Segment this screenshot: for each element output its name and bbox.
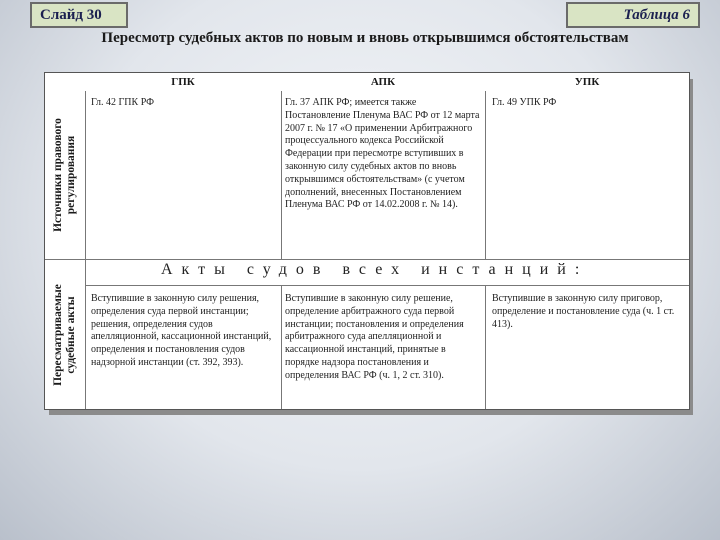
cell-acts-upk: Вступившие в законную силу приговор, определение и постановление суда (ч. 1 ст. 413).: [492, 293, 675, 330]
cell-acts-apk: Вступившие в законную силу решение, определение арбитражного суда первой инстанции; постановления и определения арбитражного суда апелляционной и кассационной инстанций, принятые в порядке надзора постановления и определения ВАС РФ (ч. 1, 2 ст. 310).: [285, 293, 464, 381]
cell-sources-apk: Гл. 37 АПК РФ; имеется также Постановление Пленума ВАС РФ от 12 марта 2007 г. № 17 «О применении Арбитражного процессуального кодекса Российской Федерации при пересмотре вступивших в законную силу судебных актов по вновь открывшимся обстоятельствам» (с учетом дополнений, внесенных Постановлением Пленума ВАС РФ от 14.02.2008 г. № 14).: [285, 97, 480, 211]
span-row-acts-all-instances: Акты судов всех инстанций:: [161, 261, 589, 278]
column-header-upk: УПК: [574, 76, 600, 88]
column-header-apk: АПК: [370, 76, 396, 88]
row-header-reviewed-acts-label: Пересматриваемые судебные акты: [52, 283, 77, 386]
row-divider: [85, 285, 689, 286]
column-divider: [281, 91, 282, 259]
comparison-table: [44, 72, 690, 410]
column-divider: [485, 285, 486, 409]
column-divider: [85, 91, 86, 409]
slide-title: Пересмотр судебных актов по новым и вновь открывшимся обстоятельствам: [101, 30, 629, 46]
row-divider: [45, 259, 689, 260]
column-divider: [281, 285, 282, 409]
cell-acts-gpk: Вступившие в законную силу решения, определения суда первой инстанции; решения, определения судов апелляционной, кассационной инстанций, определения и постановления судов надзорной инстанции (ст. 392, 393).: [91, 293, 272, 368]
table-number-label: Таблица 6: [566, 2, 700, 28]
slide-number-label: Слайд 30: [30, 2, 128, 28]
row-header-reviewed-acts: [45, 260, 85, 409]
column-header-gpk: ГПК: [171, 76, 195, 88]
cell-sources-gpk: Гл. 42 ГПК РФ: [91, 97, 154, 108]
cell-sources-upk: Гл. 49 УПК РФ: [492, 97, 557, 108]
row-header-sources: [45, 91, 85, 259]
column-divider: [485, 91, 486, 259]
row-header-sources-label: Источники правового регулирования: [52, 118, 77, 232]
